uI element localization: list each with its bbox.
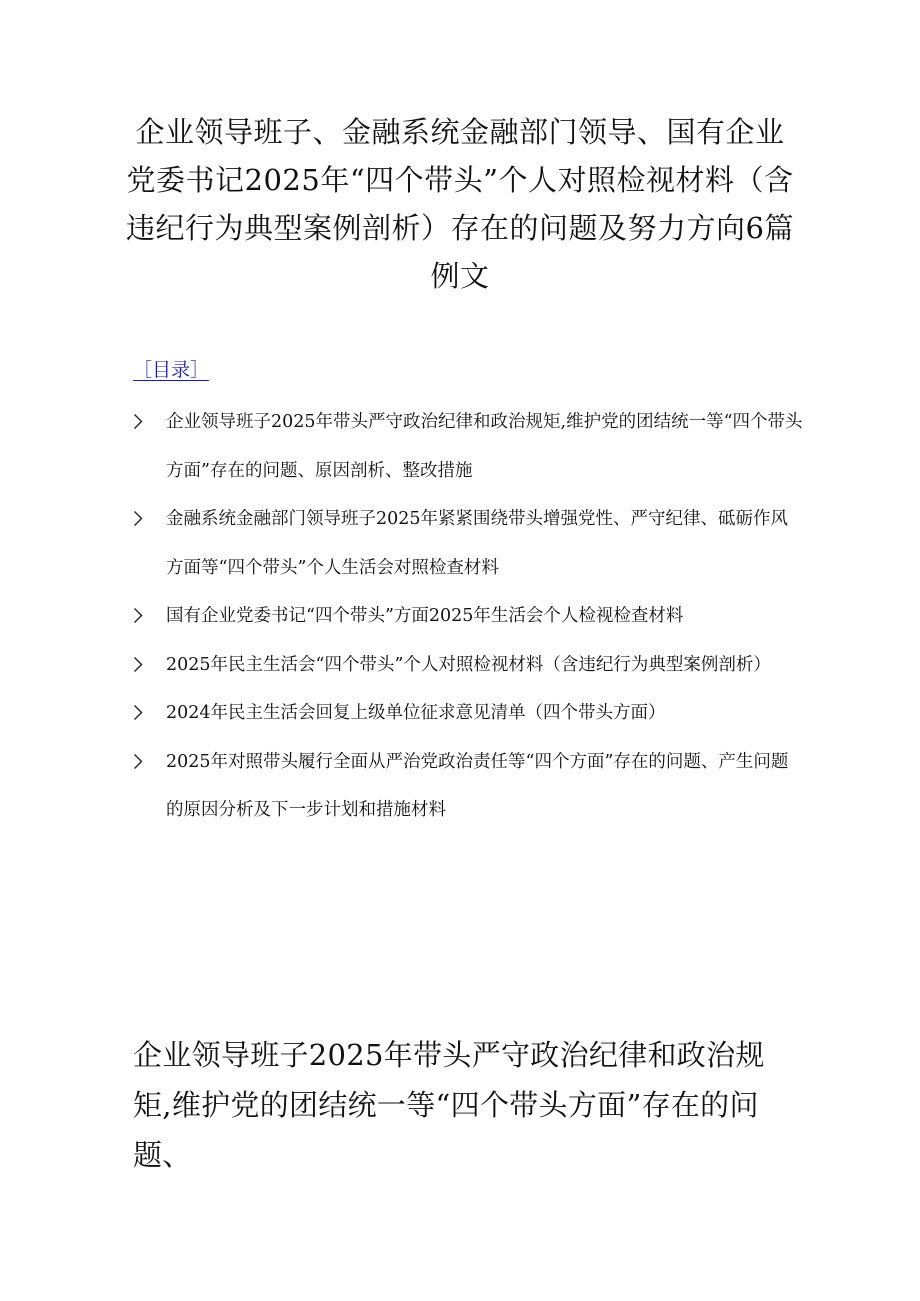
chevron-right-icon [133,592,147,641]
chevron-right-icon [133,738,147,787]
toc-item-label: 国有企业党委书记“四个带头”方面2025年生活会个人检视检查材料 [166,606,684,626]
toc-item[interactable] [133,689,803,738]
document-title: 企业领导班子、金融系统金融部门领导、国有企业党委书记2025年“四个带头”个人对照检视材料（含违纪行为典型案例剖析）存在的问题及努力方向6篇例文 [126,115,794,293]
toc-heading-link[interactable]: ［目录］ [133,359,210,381]
toc-item-label: 2024年民主生活会回复上级单位征求意见清单（四个带头方面） [166,703,666,723]
toc-item[interactable] [133,738,803,835]
toc-item[interactable] [133,495,803,592]
chevron-right-icon [133,495,147,544]
section-heading: 企业领导班子2025年带头严守政治纪律和政治规矩,维护党的团结统一等“四个带头方面”存在的问题、 [133,1038,765,1172]
toc-item[interactable] [133,398,803,495]
chevron-right-icon [133,641,147,690]
toc-item-label: 企业领导班子2025年带头严守政治纪律和政治规矩,维护党的团结统一等“四个带头方面”存在的问题、原因剖析、整改措施 [166,412,803,481]
toc-item[interactable] [133,592,803,641]
toc-item-label: 金融系统金融部门领导班子2025年紧紧围绕带头增强党性、严守纪律、砥砺作风方面等“四个带头”个人生活会对照检查材料 [166,509,789,578]
chevron-right-icon [133,689,147,738]
toc-item-label: 2025年民主生活会“四个带头”个人对照检视材料（含违纪行为典型案例剖析） [166,654,771,675]
toc-item-label: 2025年对照带头履行全面从严治党政治责任等“四个方面”存在的问题、产生问题的原因分析及下一步计划和措施材料 [166,751,789,820]
toc-list [133,398,803,835]
toc-item[interactable] [133,641,803,690]
chevron-right-icon [133,398,147,447]
